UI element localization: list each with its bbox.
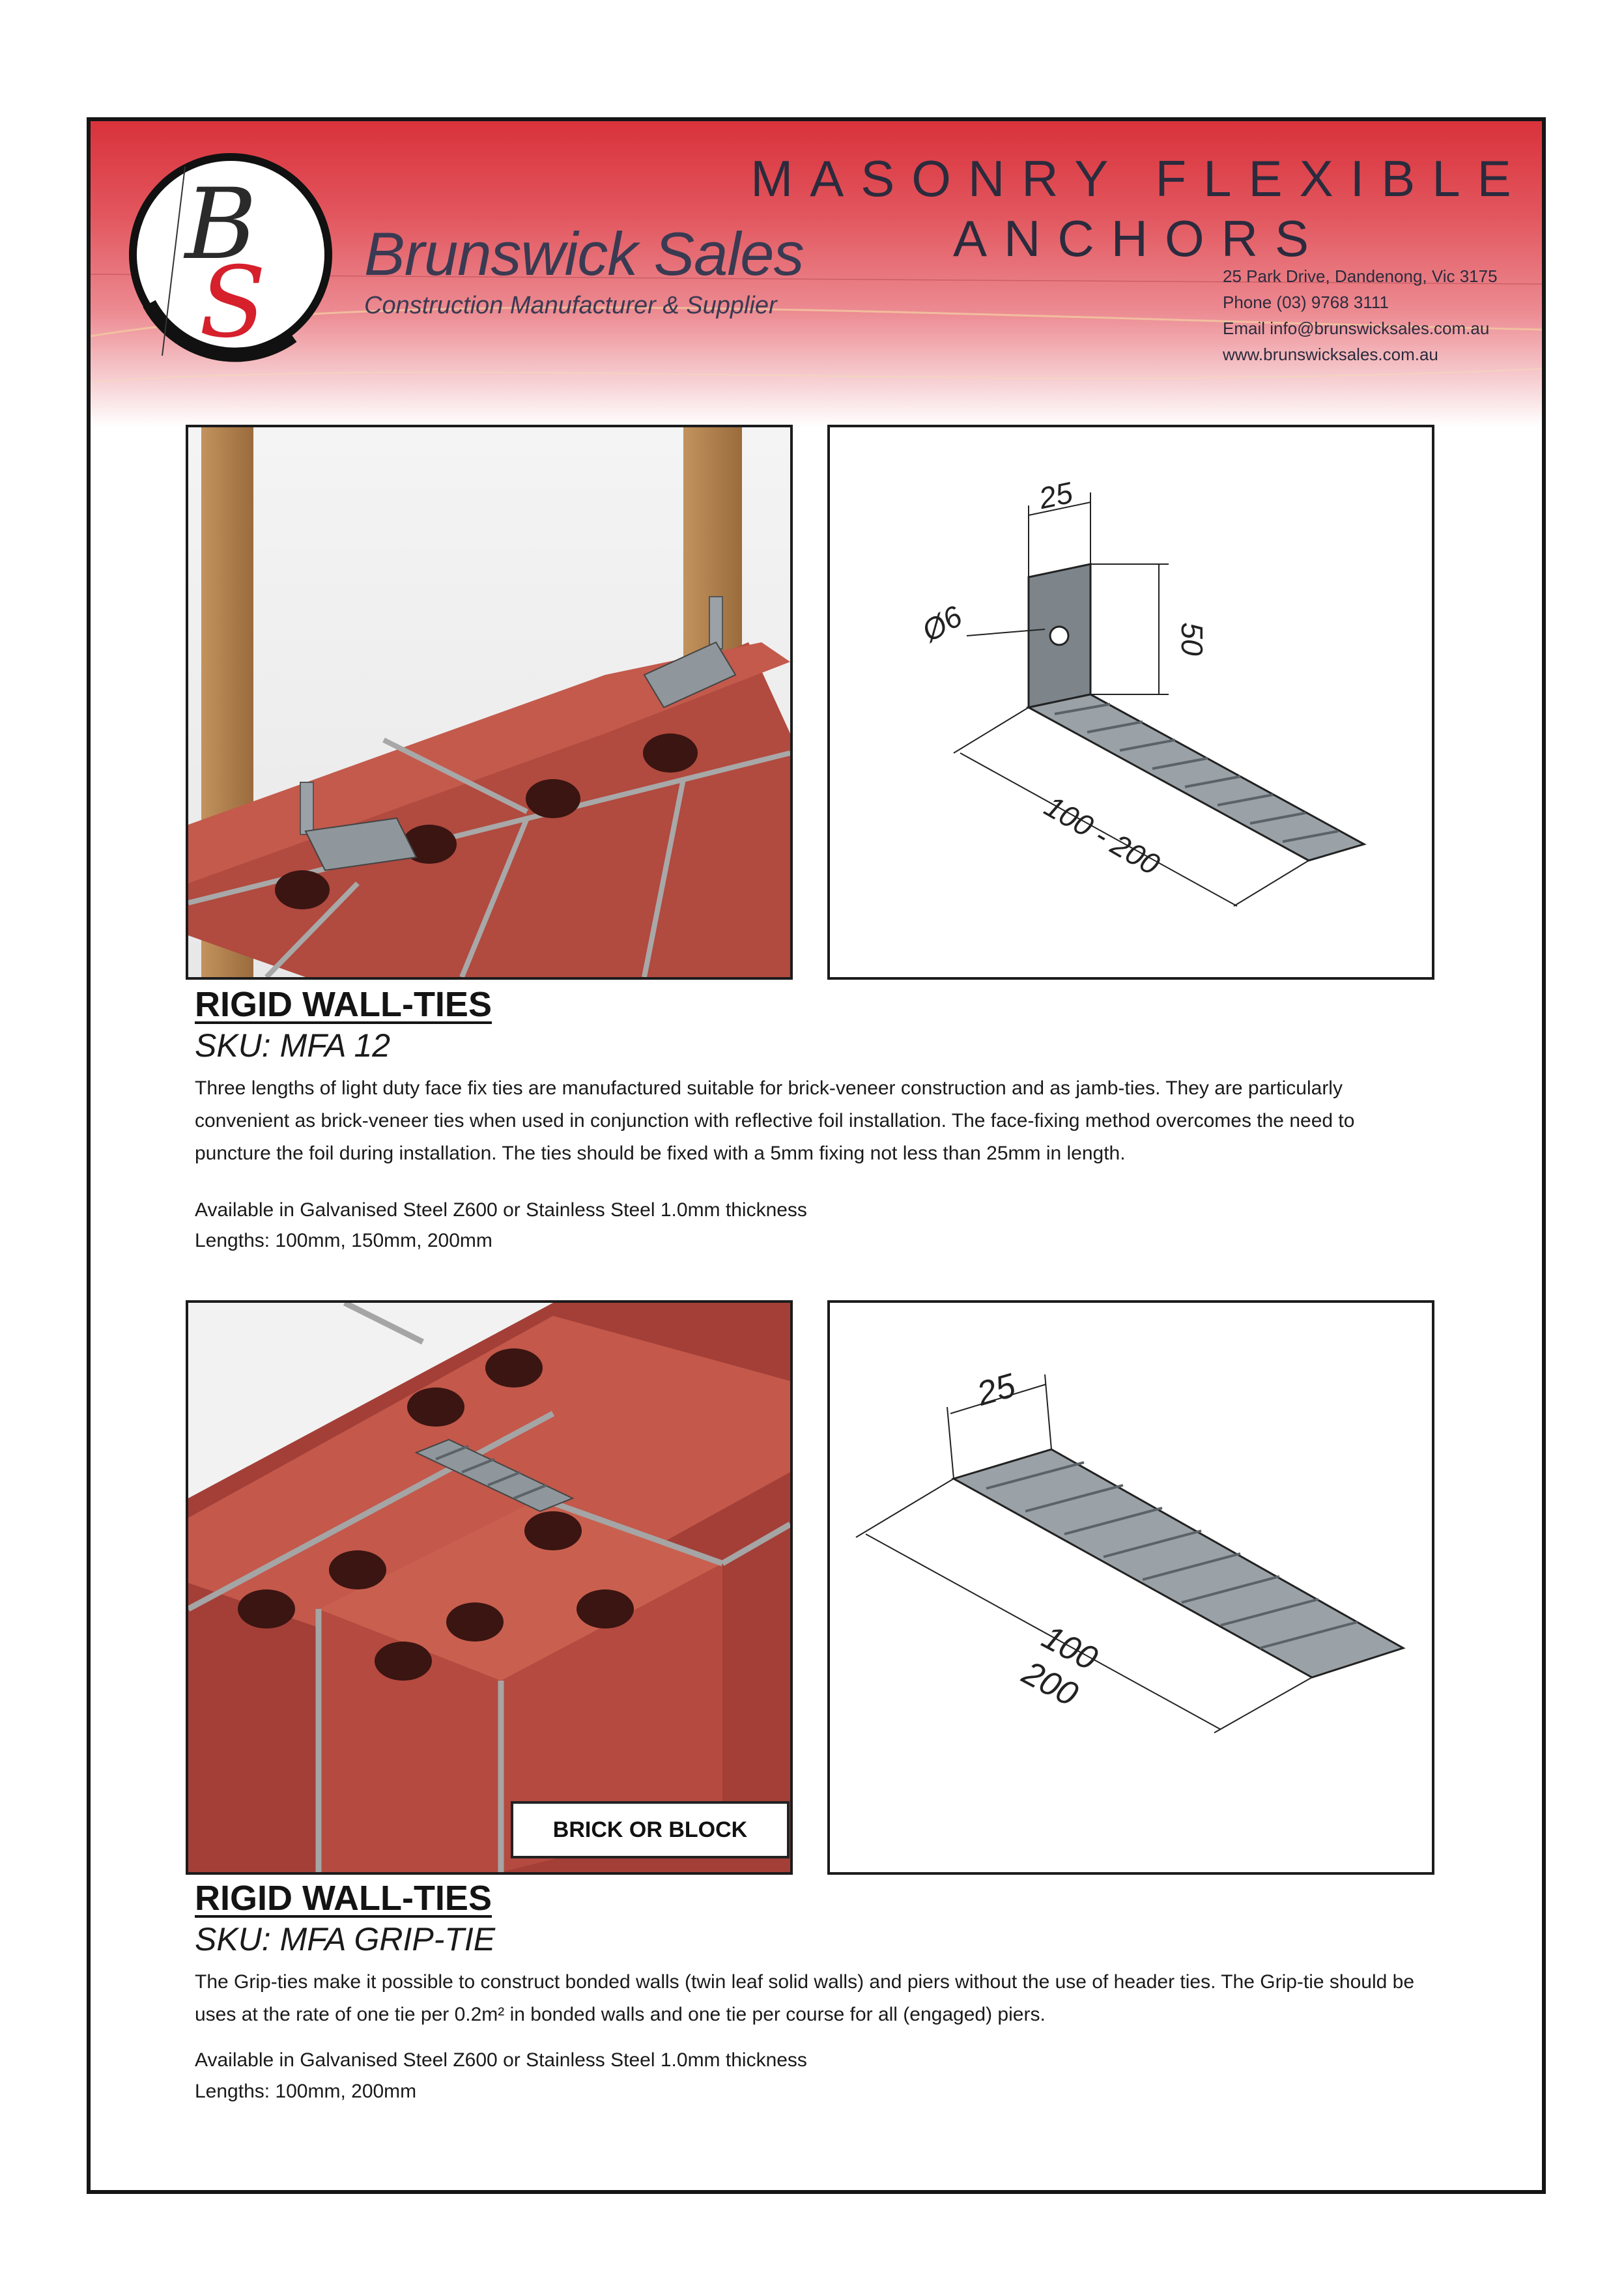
bonded-wall-illustration [188,1303,790,1872]
section1-dimension-diagram [827,425,1434,980]
grip-tie-drawing [830,1303,1432,1872]
face-fix-tie-drawing [830,427,1432,977]
section1-lengths: Lengths: 100mm, 150mm, 200mm [195,1230,492,1251]
grip-tie-corrugated [954,1449,1403,1677]
dimension-hole-label: Ø6 [916,599,968,649]
section2-description: The Grip-ties make it possible to construct bonded walls (twin leaf solid walls) and piers without the use of header ties. The Grip-tie should be uses at the rate of one tie per 0.2m² in bonded walls and one tie per course for all (engaged) piers. [195,1971,1415,2025]
section2-installation-image [186,1300,793,1875]
contact-block [1223,263,1498,367]
document-title-line-2: ANCHORS [952,210,1326,267]
section1-installation-image [186,425,793,980]
contact-email[interactable]: Email info@brunswicksales.com.au [1223,319,1490,338]
grip-dimension-length-label-2: 200 [1016,1654,1084,1714]
logo-letter-s: S [199,246,266,360]
brick-veneer-illustration [188,427,790,977]
section2-heading: RIGID WALL-TIES [195,1879,492,1918]
grip-dimension-length-label-1: 100 [1036,1618,1104,1678]
section2-dimension-diagram [827,1300,1434,1875]
header-banner [91,121,1542,427]
dimension-height-label: 50 [1175,622,1209,656]
document-title-line-1: MASONRY FLEXIBLE [750,150,1528,207]
brick-or-block-badge: BRICK OR BLOCK [511,1801,790,1858]
brand-logo [123,147,338,362]
document-title [748,149,1530,268]
contact-phone: Phone (03) 9768 3111 [1223,292,1389,312]
page-frame [87,117,1546,2194]
section1-heading: RIGID WALL-TIES [195,985,492,1024]
section2-sku: SKU: MFA GRIP-TIE [195,1921,496,1957]
tie-fixing-hole [1050,627,1068,645]
grip-dimension-width-label: 25 [973,1366,1020,1414]
section2-lengths: Lengths: 100mm, 200mm [195,2081,417,2102]
brand-tagline: Construction Manufacturer & Supplier [364,292,777,319]
section1-material: Available in Galvanised Steel Z600 or Stainless Steel 1.0mm thickness [195,1199,807,1221]
contact-address: 25 Park Drive, Dandenong, Vic 3175 [1223,266,1498,286]
section1-sku: SKU: MFA 12 [195,1027,391,1064]
brick-hole [275,870,330,909]
brand-name: Brunswick Sales [364,220,804,288]
brick-hole [526,779,580,818]
logo-letter-b: B [184,168,257,281]
section2-material: Available in Galvanised Steel Z600 or Stainless Steel 1.0mm thickness [195,2049,807,2071]
dimension-width-label: 25 [1036,475,1076,516]
brick-hole [643,733,698,773]
contact-website[interactable]: www.brunswicksales.com.au [1223,345,1438,364]
section1-description: Three lengths of light duty face fix ties are manufactured suitable for brick-veneer construction and as jamb-ties. They are particularly convenient as brick-veneer ties when used in conjunction with reflective foil installation. The face-fixing method overcomes the need to puncture the foil during installation. The ties should be fixed with a 5mm fixing not less than 25mm in length. [195,1077,1355,1164]
dimension-length-label: 100 - 200 [1038,789,1166,882]
